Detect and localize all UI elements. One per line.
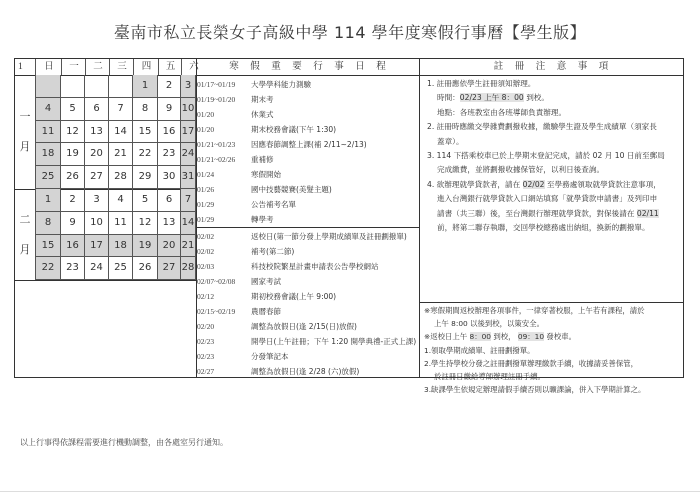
calendar-day <box>61 75 85 98</box>
event-row <box>197 244 294 259</box>
calendar-day: 8 <box>133 98 158 121</box>
event-text: 因應春節調整上課(補 2/11~2/13) <box>251 140 367 149</box>
calendar-day: 6 <box>158 189 181 212</box>
notice-item-1: 1.領取學期成績單、註冊劃撥單。 <box>424 345 535 355</box>
calendar-day: 4 <box>35 98 61 121</box>
calendar-day: 9 <box>158 98 181 121</box>
calendar-day: 21 <box>181 235 196 258</box>
event-text: 重補修 <box>251 155 274 164</box>
note-4-post: 至學務處領取就學貸款注意事項， <box>544 179 661 189</box>
calendar-day: 2 <box>61 189 85 212</box>
event-text: 補考(第二節) <box>251 247 295 256</box>
note-4-date-highlight: 02/02 <box>522 179 545 189</box>
event-row <box>197 319 357 334</box>
calendar-day: 16 <box>61 235 85 258</box>
notes-header: 註 冊 注 意 事 項 <box>493 61 610 72</box>
notes-section-rule <box>420 302 683 303</box>
event-row <box>197 364 359 379</box>
calendar-day: 20 <box>85 143 109 166</box>
divider-events-notes <box>419 59 420 377</box>
calendar-day: 26 <box>61 166 85 189</box>
event-date: 02/07~02/08 <box>197 277 236 286</box>
note-4-cont-1: 進入台灣銀行就學貸款入口網站填寫「就學貸款申請書」及列印申 <box>437 194 658 204</box>
event-row <box>197 349 289 364</box>
note-2: 2. 註冊時應繳交學雜費劃撥收據，繳驗學生證及學生成績單（須家長 <box>427 122 657 132</box>
calendar-day: 16 <box>158 121 181 144</box>
calendar-day <box>35 75 61 98</box>
calendar-day: 21 <box>109 143 133 166</box>
calendar-day: 14 <box>109 121 133 144</box>
calendar-day: 28 <box>109 166 133 189</box>
note-4-cont-2 <box>427 207 685 221</box>
event-row <box>197 197 296 212</box>
event-text: 調整為放假日(逢 2/28 (六)放假) <box>251 367 360 376</box>
event-row <box>197 229 407 244</box>
note-3: 3. 114 下搭乘校車已於上學期末登記完成，請於 02 月 10 日前至郵局 <box>427 151 665 161</box>
event-row <box>197 212 274 227</box>
weekday-header: 三 <box>109 59 134 75</box>
event-date: 02/03 <box>197 262 215 271</box>
calendar-day: 25 <box>35 166 61 189</box>
calendar-day: 22 <box>133 143 158 166</box>
event-text: 期末校務會議(下午 1:30) <box>251 125 337 134</box>
calendar-day: 2 <box>158 75 181 98</box>
month-label-top: 二 <box>19 212 31 226</box>
calendar-day: 28 <box>181 257 196 280</box>
return-time-highlight: 8：00 <box>469 332 491 342</box>
event-text: 寒假開始 <box>251 170 281 179</box>
event-date: 01/20 <box>197 110 215 119</box>
calendar-day: 17 <box>181 121 196 144</box>
event-text: 期末考 <box>251 95 274 104</box>
calendar-day: 24 <box>181 143 196 166</box>
calendar-day: 10 <box>85 212 109 235</box>
note-4-cont-3: 前，將第二聯存執聯，交回學校總務處出納組，換新的劃撥單。 <box>437 223 650 233</box>
notice-item-2: 2.學生持學校分發之註冊劃撥單辦理繳款手續，收據請妥善保管， <box>424 358 638 368</box>
month-label-top: 一 <box>19 110 31 123</box>
calendar-day: 15 <box>133 121 158 144</box>
calendar-day: 25 <box>109 257 133 280</box>
event-date: 02/15~02/19 <box>197 307 236 316</box>
event-row <box>197 152 274 167</box>
calendar-day: 4 <box>109 189 133 212</box>
calendar-day: 5 <box>133 189 158 212</box>
calendar-day: 1 <box>35 189 61 212</box>
calendar-day: 10 <box>181 98 196 121</box>
event-date: 02/02 <box>197 232 215 241</box>
page-bottom-rule <box>0 491 700 492</box>
events-month-rule <box>197 227 419 228</box>
calendar-day: 7 <box>109 98 133 121</box>
calendar-day: 23 <box>158 143 181 166</box>
event-date: 01/21~01/23 <box>197 140 236 149</box>
event-row <box>197 122 336 137</box>
note-4-c-pre: 請書（共三聯）後，至台灣銀行辦理就學貸款，對保後請在 <box>437 208 637 218</box>
event-row <box>197 77 311 92</box>
event-row <box>197 259 379 274</box>
notice-item-2-cont: 於註冊日繳給導師辦理註冊手續。 <box>434 372 545 382</box>
event-row <box>197 274 281 289</box>
bus-time-highlight: 09：10 <box>517 332 545 342</box>
event-date: 02/20 <box>197 322 215 331</box>
notice-return-day <box>424 330 682 343</box>
calendar-day: 31 <box>181 166 196 189</box>
calendar-day: 23 <box>61 257 85 280</box>
calendar-day: 11 <box>109 212 133 235</box>
event-text: 科技校院繁星計畫申請表公告學校網站 <box>251 262 379 271</box>
note-1-time <box>427 91 685 105</box>
calendar-day: 1 <box>133 75 158 98</box>
calendar-day: 12 <box>133 212 158 235</box>
event-text: 公告補考名單 <box>251 200 296 209</box>
event-date: 01/17~01/19 <box>197 80 236 89</box>
calendar-day: 20 <box>158 235 181 258</box>
weekday-header: 五 <box>158 59 182 75</box>
event-text: 返校日(第一節分發上學期成績單及註冊劃撥單) <box>251 232 407 241</box>
event-text: 國中技藝競賽(美髮主題) <box>251 185 332 194</box>
event-text: 大學學科能力測驗 <box>251 80 311 89</box>
calendar-day: 18 <box>35 143 61 166</box>
calendar-day <box>85 75 109 98</box>
calendar-day: 26 <box>133 257 158 280</box>
calendar-day: 5 <box>61 98 85 121</box>
calendar-day: 7 <box>181 189 196 212</box>
calendar-day <box>109 75 133 98</box>
note-1-place: 地點：各班教室由各班導師負責辦理。 <box>437 107 567 117</box>
event-date: 01/29 <box>197 215 215 224</box>
weekday-header: 六 <box>181 59 206 75</box>
calendar-day: 27 <box>85 166 109 189</box>
calendar-day: 13 <box>85 121 109 144</box>
event-date: 02/12 <box>197 292 215 301</box>
month-label-bottom: 月 <box>19 242 31 256</box>
calendar-day: 19 <box>61 143 85 166</box>
time-tail: 到校。 <box>523 93 549 103</box>
return-post: 發校車。 <box>544 332 576 342</box>
calendar-day: 11 <box>35 121 61 144</box>
calendar-table <box>14 58 684 395</box>
events-header: 寒 假 重 要 行 事 日 程 <box>229 61 387 72</box>
calendar-day: 15 <box>35 235 61 258</box>
footer-note: 以上行事得依課程需要進行機動調整，由各處室另行通知。 <box>20 438 228 447</box>
note-1: 1. 註冊應依學生註冊須知辦理。 <box>427 79 536 88</box>
event-row <box>197 289 336 304</box>
event-date: 02/02 <box>197 247 215 256</box>
event-row <box>197 304 281 319</box>
weekday-header: 一 <box>61 59 86 75</box>
calendar-day: 14 <box>181 212 196 235</box>
registration-notes <box>427 77 685 235</box>
time-highlight: 02/23 上午 8：00 <box>459 93 524 103</box>
weekday-header: 四 <box>133 59 159 75</box>
calendar-day: 29 <box>133 166 158 189</box>
event-date: 02/23 <box>197 337 215 346</box>
notice-uniform: ※寒假期間返校辦理各項事件，一律穿著校服，上午若有課程，請於 <box>424 306 645 315</box>
event-date: 01/24 <box>197 170 215 179</box>
calendar-day: 24 <box>85 257 109 280</box>
month-separator <box>15 280 196 281</box>
event-text: 開學日(上午註冊；下午 1:20 開學典禮-正式上課) <box>251 337 417 346</box>
event-row <box>197 182 332 197</box>
event-date: 01/19~01/20 <box>197 95 236 104</box>
event-date: 01/20 <box>197 125 215 134</box>
calendar-day: 3 <box>85 189 109 212</box>
event-text: 國家考試 <box>251 277 281 286</box>
calendar-day: 18 <box>109 235 133 258</box>
note-2-cont: 蓋章）。 <box>437 136 464 146</box>
calendar-day: 8 <box>35 212 61 235</box>
event-text: 休業式 <box>251 110 274 119</box>
calendar-day: 22 <box>35 257 61 280</box>
winter-break-notes <box>424 304 682 396</box>
event-text: 農曆春節 <box>251 307 281 316</box>
note-3-cont: 完成繳費，並將劃撥收據保管好，以利日後查詢。 <box>437 165 605 175</box>
page-title: 臺南市私立長榮女子高級中學 114 學年度寒假行事曆【學生版】 <box>113 23 587 42</box>
weekday-header: 日 <box>35 59 62 75</box>
calendar-day: 12 <box>61 121 85 144</box>
calendar-day: 13 <box>158 212 181 235</box>
notice-item-3: 3.缺課學生依規定辦理請假手續否則以曠課論，併入下學期計算之。 <box>424 385 646 395</box>
event-date: 01/26 <box>197 185 215 194</box>
event-row <box>197 92 274 107</box>
note-4-pre: 4. 欲辦理就學貸款者，請在 <box>427 179 523 189</box>
event-text: 轉學考 <box>251 215 274 224</box>
note-4 <box>427 178 685 192</box>
event-date: 01/29 <box>197 200 215 209</box>
return-pre: ※返校日上午 <box>424 332 470 342</box>
weekday-header: 二 <box>85 59 110 75</box>
calendar-corner: 1 <box>18 62 23 72</box>
event-text: 分發筆記本 <box>251 352 289 361</box>
calendar-day: 17 <box>85 235 109 258</box>
calendar-day: 27 <box>158 257 181 280</box>
month-label-bottom: 月 <box>19 140 31 153</box>
note-4-deadline-highlight: 02/11 <box>636 208 659 218</box>
event-row <box>197 137 367 152</box>
event-row <box>197 107 274 122</box>
event-row <box>197 334 416 349</box>
event-date: 02/27 <box>197 367 215 376</box>
calendar-day: 3 <box>181 75 196 98</box>
event-date: 02/23 <box>197 352 215 361</box>
calendar-day: 30 <box>158 166 181 189</box>
calendar-day: 19 <box>133 235 158 258</box>
calendar-day: 9 <box>61 212 85 235</box>
event-text: 期初校務會議(上午 9:00) <box>251 292 337 301</box>
event-date: 01/21~02/26 <box>197 155 236 164</box>
notice-uniform-cont: 上午 8:00 以後到校，以策安全。 <box>434 319 544 329</box>
event-row <box>197 167 281 182</box>
event-text: 調整為放假日(逢 2/15(日)放假) <box>251 322 357 331</box>
time-label: 時間： <box>437 93 460 103</box>
return-mid: 到校， <box>491 332 518 342</box>
calendar-day: 6 <box>85 98 109 121</box>
